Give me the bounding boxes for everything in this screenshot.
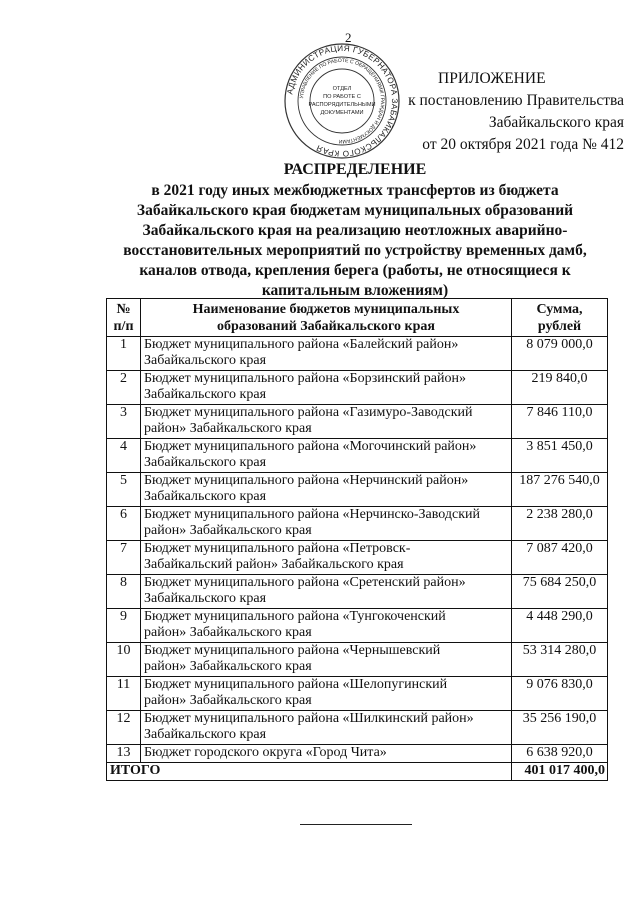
heading-line: каналов отвода, крепления берега (работы, не относящиеся к [139, 262, 571, 279]
table-row [107, 541, 608, 575]
table-row [107, 745, 608, 763]
appendix-block [392, 68, 624, 156]
row-budget-name: Бюджет муниципального района «Шелопугинский район» Забайкальского края [141, 677, 512, 711]
header-name: Наименование бюджетов муниципальных образований Забайкальского края [141, 299, 512, 337]
row-budget-name: Бюджет муниципального района «Балейский район» Забайкальского края [141, 337, 512, 371]
row-budget-name: Бюджет муниципального района «Могочинский район» Забайкальского края [141, 439, 512, 473]
row-amount: 7 087 420,0 [512, 541, 608, 575]
total-amount: 401 017 400,0 [512, 763, 608, 781]
table-row [107, 439, 608, 473]
appendix-title: ПРИЛОЖЕНИЕ [438, 70, 546, 87]
row-amount: 3 851 450,0 [512, 439, 608, 473]
table-row [107, 507, 608, 541]
stamp-center-line: РАСПОРЯДИТЕЛЬНЫМИ [308, 102, 376, 108]
heading-line: Забайкальского края на реализацию неотложных аварийно- [142, 222, 568, 239]
table-row [107, 371, 608, 405]
row-amount: 53 314 280,0 [512, 643, 608, 677]
row-number: 10 [107, 643, 141, 677]
row-number: 7 [107, 541, 141, 575]
row-number: 11 [107, 677, 141, 711]
table-row [107, 609, 608, 643]
official-stamp [283, 42, 401, 160]
distribution-table [106, 298, 608, 781]
row-amount: 4 448 290,0 [512, 609, 608, 643]
row-number: 13 [107, 745, 141, 763]
row-budget-name: Бюджет муниципального района «Петровск- Забайкальский район» Забайкальского края [141, 541, 512, 575]
row-amount: 187 276 540,0 [512, 473, 608, 507]
row-budget-name: Бюджет муниципального района «Газимуро-Заводский район» Забайкальского края [141, 405, 512, 439]
heading-line: в 2021 году иных межбюджетных трансфертов из бюджета [151, 182, 559, 199]
row-amount: 7 846 110,0 [512, 405, 608, 439]
heading-title: РАСПРЕДЕЛЕНИЕ [283, 161, 427, 178]
header-sum: Сумма, рублей [512, 299, 608, 337]
row-amount: 8 079 000,0 [512, 337, 608, 371]
closing-line [300, 824, 412, 825]
row-budget-name: Бюджет муниципального района «Нерчинско-Заводский район» Забайкальского края [141, 507, 512, 541]
row-budget-name: Бюджет муниципального района «Чернышевский район» Забайкальского края [141, 643, 512, 677]
row-amount: 2 238 280,0 [512, 507, 608, 541]
appendix-line: к постановлению Правительства [408, 92, 624, 109]
row-budget-name: Бюджет муниципального района «Шилкинский район» Забайкальского края [141, 711, 512, 745]
row-number: 1 [107, 337, 141, 371]
stamp-inner-ring [310, 69, 374, 133]
row-number: 8 [107, 575, 141, 609]
row-number: 9 [107, 609, 141, 643]
row-number: 4 [107, 439, 141, 473]
row-budget-name: Бюджет муниципального района «Тунгокоченский район» Забайкальского края [141, 609, 512, 643]
stamp-inner-text: УПРАВЛЕНИЕ ПО РАБОТЕ С ОБРАЩЕНИЯМИ ГРАЖДАН И ДОКУМЕНТАМИ [299, 57, 386, 145]
row-budget-name: Бюджет городского округа «Город Чита» [141, 745, 512, 763]
table-row [107, 405, 608, 439]
stamp-center-line: ДОКУМЕНТАМИ [320, 110, 364, 116]
heading-line: капитальным вложениям) [261, 282, 449, 299]
row-number: 6 [107, 507, 141, 541]
appendix-line: от 20 октября 2021 года № 412 [422, 136, 624, 153]
table-row [107, 677, 608, 711]
row-amount: 75 684 250,0 [512, 575, 608, 609]
heading-line: восстановительных мероприятий по устройству временных дамб, [123, 242, 587, 259]
table-header-row [107, 299, 608, 337]
row-amount: 219 840,0 [512, 371, 608, 405]
svg-text:УПРАВЛЕНИЕ ПО РАБОТЕ С ОБРАЩЕН [299, 58, 385, 144]
table-row [107, 473, 608, 507]
row-amount: 6 638 920,0 [512, 745, 608, 763]
document-heading [120, 160, 590, 301]
stamp-outer-text: АДМИНИСТРАЦИЯ ГУБЕРНАТОРА ЗАБАЙКАЛЬСКОГО КРАЯ [285, 43, 400, 159]
appendix-line: Забайкальского края [488, 114, 624, 131]
row-budget-name: Бюджет муниципального района «Борзинский район» Забайкальского края [141, 371, 512, 405]
table-row [107, 711, 608, 745]
page-number: 2 [345, 30, 352, 45]
row-number: 12 [107, 711, 141, 745]
row-number: 2 [107, 371, 141, 405]
total-row [107, 763, 608, 781]
row-number: 5 [107, 473, 141, 507]
row-budget-name: Бюджет муниципального района «Нерчинский район» Забайкальского края [141, 473, 512, 507]
header-number: № п/п [107, 299, 141, 337]
stamp-center-line: ПО РАБОТЕ С [323, 94, 361, 100]
stamp-center-line: ОТДЕЛ [332, 86, 352, 92]
table-row [107, 575, 608, 609]
row-number: 3 [107, 405, 141, 439]
row-budget-name: Бюджет муниципального района «Сретенский район» Забайкальского края [141, 575, 512, 609]
heading-line: Забайкальского края бюджетам муниципальных образований [136, 202, 574, 219]
row-amount: 35 256 190,0 [512, 711, 608, 745]
table-row [107, 643, 608, 677]
table-row [107, 337, 608, 371]
stamp-middle-ring [298, 57, 386, 145]
total-label: ИТОГО [107, 763, 512, 781]
row-amount: 9 076 830,0 [512, 677, 608, 711]
